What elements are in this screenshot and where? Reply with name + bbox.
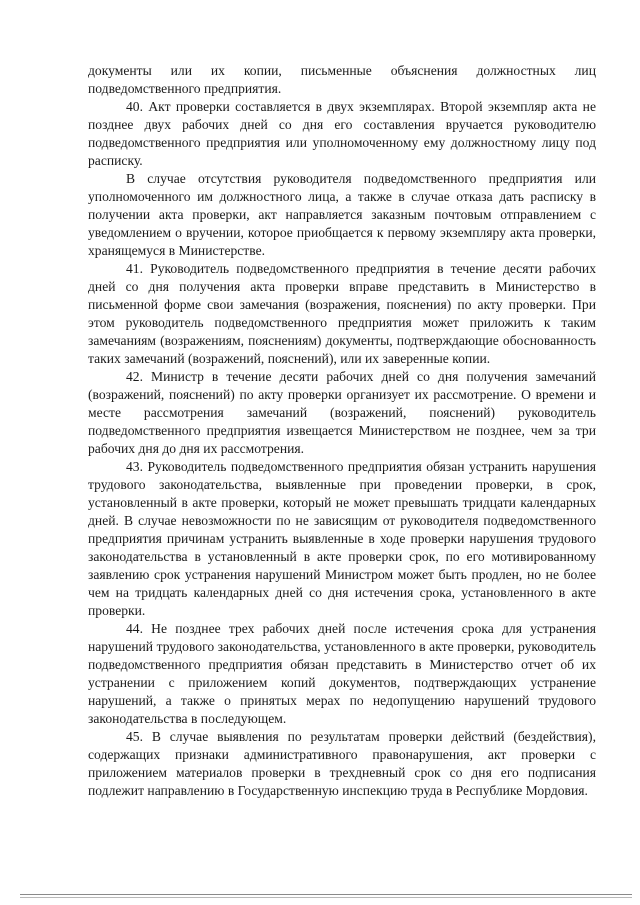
paragraph-item-45: 45. В случае выявления по результатам проверки действий (бездействия), содержащих признаки административного правонарушения, акт проверки с приложением материалов проверки в трехдневный срок со дня его подписания подлежит направлению в Государственную инспекцию труда в Республике Мордовия. bbox=[88, 729, 596, 798]
document-page bbox=[88, 62, 596, 800]
paragraph-item-40-cont: В случае отсутствия руководителя подведомственного предприятия или уполномоченного им должностного лица, а также в случае отказа дать расписку в получении акта проверки, акт направляется заказным почтовым отправлением с уведомлением о вручении, которое приобщается к первому экземпляру акта проверки, хранящемуся в Министерстве. bbox=[88, 171, 596, 258]
paragraph-item-41: 41. Руководитель подведомственного предприятия в течение десяти рабочих дней со дня получения акта проверки вправе представить в Министерство в письменной форме свои замечания (возражения, пояснения) по акту проверки. При этом руководитель подведомственного предприятия может приложить к таким замечаниям (возражениям, пояснениям) документы, подтверждающие обоснованность таких замечаний (возражений, пояснений), или их заверенные копии. bbox=[88, 261, 596, 366]
paragraph-item-44: 44. Не позднее трех рабочих дней после истечения срока для устранения нарушений трудового законодательства, установленного в акте проверки, руководитель подведомственного предприятия обязан представить в Министерство отчет об их устранении с приложением копий документов, подтверждающих устранение нарушений, а также о принятых мерах по недопущению нарушений трудового законодательства в последующем. bbox=[88, 621, 596, 726]
paragraph-item-43: 43. Руководитель подведомственного предприятия обязан устранить нарушения трудового законодательства, выявленные при проведении проверки, в срок, установленный в акте проверки, который не может превышать тридцати календарных дней. В случае невозможности по не зависящим от руководителя подведомственного предприятия причинам устранить выявленные в ходе проверки нарушения трудового законодательства в установленный в акте проверки срок, по его мотивированному заявлению срок устранения нарушений Министром может быть продлен, но не более чем на тридцать календарных дней со дня истечения срока, установленного в акте проверки. bbox=[88, 459, 596, 618]
paragraph-item-42: 42. Министр в течение десяти рабочих дней со дня получения замечаний (возражений, пояснений) по акту проверки организует их рассмотрение. О времени и месте рассмотрения замечаний (возражений, пояснений) руководитель подведомственного предприятия извещается Министерством не позднее, чем за три рабочих дня до дня их рассмотрения. bbox=[88, 369, 596, 456]
scan-edge-line-secondary bbox=[20, 897, 632, 898]
paragraph-item-40: 40. Акт проверки составляется в двух экземплярах. Второй экземпляр акта не позднее двух рабочих дней со дня его составления вручается руководителю подведомственного предприятия или уполномоченному ему должностному лицу под расписку. bbox=[88, 99, 596, 168]
paragraph-continuation: документы или их копии, письменные объяснения должностных лиц подведомственного предприятия. bbox=[88, 63, 596, 96]
scan-edge-line bbox=[20, 894, 632, 895]
